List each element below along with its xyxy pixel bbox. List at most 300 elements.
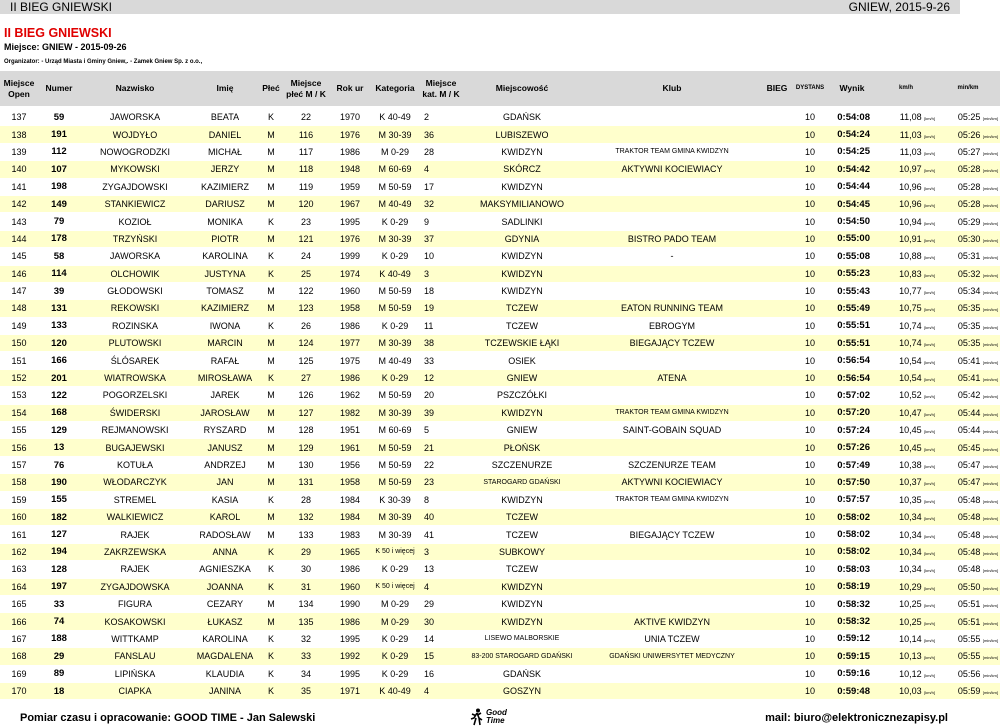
cell-miejsce-plec: 127 xyxy=(282,404,330,421)
cell-rok: 1961 xyxy=(330,439,370,456)
cell-dystans: 10 xyxy=(792,230,828,247)
cell-bieg xyxy=(762,335,792,352)
cell-plec: K xyxy=(260,682,282,699)
cell-numer: 201 xyxy=(38,369,80,386)
cell-wynik: 0:56:54 xyxy=(828,369,876,386)
cell-kmh xyxy=(876,248,936,265)
table-row[interactable] xyxy=(0,630,1000,647)
cell-rok: 1974 xyxy=(330,265,370,282)
table-row[interactable] xyxy=(0,648,1000,665)
cell-nazwisko: WITTKAMP xyxy=(80,630,190,647)
cell-miejsce-kat: 12 xyxy=(420,369,462,386)
cell-klub: GDAŃSKI UNIWERSYTET MEDYCZNY xyxy=(582,648,762,665)
cell-wynik: 0:54:08 xyxy=(828,109,876,126)
pace-value: 05:48 xyxy=(957,564,981,575)
cell-miejsce-plec: 119 xyxy=(282,178,330,195)
speed-unit: [km/h] xyxy=(924,655,935,661)
cell-minkm xyxy=(936,682,1000,699)
cell-miejscowosc: LISEWO MALBORSKIE xyxy=(462,630,582,647)
cell-rok: 1990 xyxy=(330,595,370,612)
cell-minkm xyxy=(936,456,1000,473)
cell-kategoria: K 0-29 xyxy=(370,213,420,230)
cell-open: 145 xyxy=(0,248,38,265)
cell-miejscowosc: LUBISZEWO xyxy=(462,126,582,143)
cell-bieg xyxy=(762,109,792,126)
cell-miejscowosc: TCZEW xyxy=(462,508,582,525)
cell-miejsce-kat: 5 xyxy=(420,422,462,439)
pace-unit: [min/km] xyxy=(982,359,998,365)
cell-minkm xyxy=(936,613,1000,630)
cell-kmh xyxy=(876,387,936,404)
cell-miejsce-kat: 4 xyxy=(420,161,462,178)
cell-kmh xyxy=(876,682,936,699)
cell-wynik: 0:58:32 xyxy=(828,613,876,630)
table-row[interactable] xyxy=(0,474,1000,491)
cell-klub xyxy=(582,213,762,230)
cell-rok: 1983 xyxy=(330,526,370,543)
cell-miejsce-plec: 24 xyxy=(282,248,330,265)
pace-unit: [min/km] xyxy=(982,620,998,626)
pace-unit: [min/km] xyxy=(982,585,998,591)
cell-miejsce-kat: 3 xyxy=(420,265,462,282)
table-row[interactable] xyxy=(0,682,1000,699)
table-row[interactable] xyxy=(0,439,1000,456)
cell-dystans: 10 xyxy=(792,456,828,473)
table-row[interactable] xyxy=(0,526,1000,543)
cell-rok: 1986 xyxy=(330,369,370,386)
table-row[interactable] xyxy=(0,300,1000,317)
table-row[interactable] xyxy=(0,195,1000,212)
cell-open: 169 xyxy=(0,665,38,682)
cell-dystans: 10 xyxy=(792,248,828,265)
cell-rok: 1970 xyxy=(330,109,370,126)
cell-klub: EATON RUNNING TEAM xyxy=(582,300,762,317)
cell-numer: 33 xyxy=(38,595,80,612)
speed-unit: [km/h] xyxy=(924,690,935,696)
cell-klub xyxy=(582,282,762,299)
cell-dystans: 10 xyxy=(792,317,828,334)
col-wynik[interactable]: Wynik xyxy=(828,71,876,107)
cell-kategoria: M 50-59 xyxy=(370,456,420,473)
pace-unit: [min/km] xyxy=(982,290,998,296)
pace-unit: [min/km] xyxy=(982,550,998,556)
cell-klub xyxy=(582,595,762,612)
table-row[interactable] xyxy=(0,126,1000,143)
cell-kmh xyxy=(876,491,936,508)
cell-nazwisko: KOTUŁA xyxy=(80,456,190,473)
cell-miejsce-kat: 36 xyxy=(420,126,462,143)
pace-value: 05:55 xyxy=(957,651,981,662)
cell-klub xyxy=(582,665,762,682)
cell-plec: K xyxy=(260,578,282,595)
cell-wynik: 0:57:02 xyxy=(828,387,876,404)
cell-miejsce-plec: 31 xyxy=(282,578,330,595)
cell-kmh xyxy=(876,143,936,160)
cell-plec: M xyxy=(260,439,282,456)
cell-plec: M xyxy=(260,143,282,160)
table-row[interactable] xyxy=(0,613,1000,630)
col-minkm[interactable]: min/km xyxy=(936,71,1000,107)
cell-miejsce-kat: 22 xyxy=(420,456,462,473)
cell-nazwisko: WŁODARCZYK xyxy=(80,474,190,491)
speed-unit: [km/h] xyxy=(924,533,935,539)
cell-klub: - xyxy=(582,248,762,265)
table-row[interactable] xyxy=(0,387,1000,404)
cell-nazwisko: ŚWIDERSKI xyxy=(80,404,190,421)
pace-value: 05:29 xyxy=(957,216,981,227)
table-row[interactable] xyxy=(0,352,1000,369)
cell-imie: TOMASZ xyxy=(190,282,260,299)
col-rok[interactable]: Rok ur xyxy=(330,71,370,107)
table-row[interactable] xyxy=(0,491,1000,508)
cell-plec: K xyxy=(260,648,282,665)
pace-value: 05:56 xyxy=(957,668,981,679)
cell-klub xyxy=(582,265,762,282)
col-dystans[interactable]: DYSTANS xyxy=(792,71,828,107)
cell-miejsce-plec: 33 xyxy=(282,648,330,665)
cell-imie: JAREK xyxy=(190,387,260,404)
cell-klub xyxy=(582,195,762,212)
cell-bieg xyxy=(762,143,792,160)
speed-unit: [km/h] xyxy=(924,290,935,296)
cell-klub: SAINT-GOBAIN SQUAD xyxy=(582,422,762,439)
cell-open: 160 xyxy=(0,508,38,525)
cell-miejsce-kat: 39 xyxy=(420,404,462,421)
cell-rok: 1962 xyxy=(330,387,370,404)
cell-numer: 18 xyxy=(38,682,80,699)
cell-nazwisko: RAJEK xyxy=(80,561,190,578)
table-row[interactable] xyxy=(0,317,1000,334)
cell-bieg xyxy=(762,404,792,421)
speed-unit: [km/h] xyxy=(924,429,935,435)
cell-kategoria: M 50-59 xyxy=(370,439,420,456)
cell-klub: TRAKTOR TEAM GMINA KWIDZYN xyxy=(582,404,762,421)
cell-kmh xyxy=(876,508,936,525)
cell-miejsce-plec: 29 xyxy=(282,543,330,560)
table-row[interactable] xyxy=(0,335,1000,352)
cell-plec: M xyxy=(260,161,282,178)
cell-dystans: 10 xyxy=(792,300,828,317)
speed-value: 10,77 xyxy=(899,286,922,297)
cell-wynik: 0:58:02 xyxy=(828,526,876,543)
pace-value: 05:27 xyxy=(957,146,981,157)
speed-value: 10,25 xyxy=(899,599,922,610)
table-row[interactable] xyxy=(0,109,1000,126)
table-row[interactable] xyxy=(0,230,1000,247)
cell-minkm xyxy=(936,578,1000,595)
cell-rok: 1976 xyxy=(330,230,370,247)
cell-miejsce-plec: 25 xyxy=(282,265,330,282)
cell-dystans: 10 xyxy=(792,213,828,230)
cell-nazwisko: MYKOWSKI xyxy=(80,161,190,178)
cell-plec: M xyxy=(260,387,282,404)
cell-rok: 1956 xyxy=(330,456,370,473)
cell-miejscowosc: KWIDZYN xyxy=(462,248,582,265)
cell-nazwisko: LIPIŃSKA xyxy=(80,665,190,682)
cell-wynik: 0:58:02 xyxy=(828,508,876,525)
cell-dystans: 10 xyxy=(792,630,828,647)
table-row[interactable] xyxy=(0,178,1000,195)
table-header xyxy=(0,71,1000,107)
cell-kategoria: M 60-69 xyxy=(370,161,420,178)
cell-imie: MONIKA xyxy=(190,213,260,230)
pace-unit: [min/km] xyxy=(982,481,998,487)
cell-kategoria: M 0-29 xyxy=(370,613,420,630)
cell-miejsce-kat: 8 xyxy=(420,491,462,508)
cell-plec: K xyxy=(260,317,282,334)
cell-dystans: 10 xyxy=(792,178,828,195)
col-nazwisko[interactable]: Nazwisko xyxy=(80,71,190,107)
speed-value: 10,35 xyxy=(899,494,922,505)
cell-imie: JANINA xyxy=(190,682,260,699)
cell-numer: 191 xyxy=(38,126,80,143)
speed-value: 10,47 xyxy=(899,407,922,418)
table-row[interactable] xyxy=(0,143,1000,160)
cell-miejsce-kat: 17 xyxy=(420,178,462,195)
cell-nazwisko: BUGAJEWSKI xyxy=(80,439,190,456)
cell-numer: 122 xyxy=(38,387,80,404)
cell-wynik: 0:55:49 xyxy=(828,300,876,317)
cell-minkm xyxy=(936,178,1000,195)
cell-miejscowosc: TCZEW xyxy=(462,300,582,317)
cell-dystans: 10 xyxy=(792,422,828,439)
cell-rok: 1986 xyxy=(330,613,370,630)
table-row[interactable] xyxy=(0,282,1000,299)
cell-dystans: 10 xyxy=(792,613,828,630)
speed-value: 10,97 xyxy=(899,164,922,175)
cell-open: 166 xyxy=(0,613,38,630)
cell-numer: 39 xyxy=(38,282,80,299)
pace-value: 05:50 xyxy=(957,581,981,592)
cell-dystans: 10 xyxy=(792,161,828,178)
cell-imie: ŁUKASZ xyxy=(190,613,260,630)
cell-kategoria: M 60-69 xyxy=(370,422,420,439)
cell-rok: 1984 xyxy=(330,491,370,508)
cell-kategoria: M 30-39 xyxy=(370,508,420,525)
cell-open: 154 xyxy=(0,404,38,421)
cell-klub xyxy=(582,682,762,699)
speed-value: 10,12 xyxy=(899,668,922,679)
cell-wynik: 0:54:44 xyxy=(828,178,876,195)
col-miejsce-plec[interactable]: Miejsce płeć M / K xyxy=(282,71,330,107)
cell-numer: 74 xyxy=(38,613,80,630)
cell-open: 147 xyxy=(0,282,38,299)
cell-miejscowosc: SKÓRCZ xyxy=(462,161,582,178)
col-miejsce-kat[interactable]: Miejsce kat. M / K xyxy=(420,71,462,107)
speed-unit: [km/h] xyxy=(924,637,935,643)
col-imie[interactable]: Imię xyxy=(190,71,260,107)
cell-minkm xyxy=(936,230,1000,247)
cell-kategoria: M 40-49 xyxy=(370,195,420,212)
cell-plec: M xyxy=(260,456,282,473)
cell-wynik: 0:58:03 xyxy=(828,561,876,578)
cell-miejscowosc: 83-200 STAROGARD GDAŃSKI xyxy=(462,648,582,665)
table-row[interactable] xyxy=(0,578,1000,595)
page-title: II BIEG GNIEWSKI xyxy=(4,26,112,40)
cell-miejscowosc: SUBKOWY xyxy=(462,543,582,560)
col-miejscowosc[interactable]: Miejscowość xyxy=(462,71,582,107)
col-kmh[interactable]: km/h xyxy=(876,71,936,107)
cell-minkm xyxy=(936,195,1000,212)
cell-minkm xyxy=(936,561,1000,578)
col-plec[interactable]: Płeć xyxy=(260,71,282,107)
cell-klub: AKTIVE KWIDZYN xyxy=(582,613,762,630)
cell-open: 155 xyxy=(0,422,38,439)
cell-imie: AGNIESZKA xyxy=(190,561,260,578)
cell-minkm xyxy=(936,491,1000,508)
speed-unit: [km/h] xyxy=(924,516,935,522)
cell-miejsce-kat: 21 xyxy=(420,439,462,456)
col-kategoria[interactable]: Kategoria xyxy=(370,71,420,107)
pace-value: 05:30 xyxy=(957,233,981,244)
pace-value: 05:45 xyxy=(957,442,981,453)
speed-value: 10,96 xyxy=(899,181,922,192)
cell-kategoria: M 50-59 xyxy=(370,387,420,404)
pace-value: 05:35 xyxy=(957,320,981,331)
pace-unit: [min/km] xyxy=(982,464,998,469)
cell-open: 140 xyxy=(0,161,38,178)
pace-value: 05:35 xyxy=(957,303,981,314)
cell-imie: MAGDALENA xyxy=(190,648,260,665)
col-klub[interactable]: Klub xyxy=(582,71,762,107)
cell-nazwisko: KOZIOŁ xyxy=(80,213,190,230)
cell-imie: JOANNA xyxy=(190,578,260,595)
cell-dystans: 10 xyxy=(792,578,828,595)
cell-miejsce-plec: 26 xyxy=(282,317,330,334)
pace-value: 05:44 xyxy=(957,425,981,436)
cell-miejsce-kat: 16 xyxy=(420,665,462,682)
cell-rok: 1992 xyxy=(330,648,370,665)
cell-miejsce-plec: 125 xyxy=(282,352,330,369)
cell-kmh xyxy=(876,317,936,334)
cell-rok: 1959 xyxy=(330,178,370,195)
cell-bieg xyxy=(762,491,792,508)
col-open[interactable]: Miejsce Open xyxy=(0,71,38,107)
cell-minkm xyxy=(936,526,1000,543)
table-row[interactable] xyxy=(0,248,1000,265)
cell-miejsce-kat: 4 xyxy=(420,682,462,699)
cell-minkm xyxy=(936,595,1000,612)
footer-credit: Pomiar czasu i opracowanie: GOOD TIME - Jan Salewski xyxy=(20,712,316,724)
speed-value: 10,34 xyxy=(899,512,922,523)
table-row[interactable] xyxy=(0,665,1000,682)
cell-kmh xyxy=(876,369,936,386)
cell-klub xyxy=(582,387,762,404)
pace-value: 05:48 xyxy=(957,512,981,523)
cell-bieg xyxy=(762,195,792,212)
pace-value: 05:34 xyxy=(957,286,981,297)
cell-imie: JUSTYNA xyxy=(190,265,260,282)
cell-kmh xyxy=(876,265,936,282)
table-row[interactable] xyxy=(0,543,1000,560)
pace-value: 05:48 xyxy=(957,546,981,557)
cell-klub: SZCZENURZE TEAM xyxy=(582,456,762,473)
cell-imie: KAROL xyxy=(190,508,260,525)
cell-open: 144 xyxy=(0,230,38,247)
cell-kategoria: M 30-39 xyxy=(370,404,420,421)
table-row[interactable] xyxy=(0,595,1000,612)
cell-numer: 197 xyxy=(38,578,80,595)
cell-numer: 29 xyxy=(38,648,80,665)
cell-rok: 1995 xyxy=(330,665,370,682)
pace-unit: [min/km] xyxy=(982,672,998,678)
cell-miejsce-kat: 23 xyxy=(420,474,462,491)
speed-unit: [km/h] xyxy=(924,585,935,591)
cell-bieg xyxy=(762,369,792,386)
cell-plec: M xyxy=(260,595,282,612)
cell-nazwisko: ZYGAJDOWSKI xyxy=(80,178,190,195)
cell-imie: KLAUDIA xyxy=(190,665,260,682)
cell-minkm xyxy=(936,161,1000,178)
cell-miejscowosc: STAROGARD GDAŃSKI xyxy=(462,474,582,491)
speed-unit: [km/h] xyxy=(924,255,935,261)
pace-unit: [min/km] xyxy=(982,307,998,313)
cell-rok: 1960 xyxy=(330,578,370,595)
cell-nazwisko: WIATROWSKA xyxy=(80,369,190,386)
cell-wynik: 0:59:48 xyxy=(828,682,876,699)
col-bieg[interactable]: BIEG xyxy=(762,71,792,107)
cell-kmh xyxy=(876,126,936,143)
cell-imie: BEATA xyxy=(190,109,260,126)
cell-kmh xyxy=(876,613,936,630)
cell-numer: 89 xyxy=(38,665,80,682)
table-row[interactable] xyxy=(0,213,1000,230)
table-row[interactable] xyxy=(0,456,1000,473)
cell-numer: 13 xyxy=(38,439,80,456)
cell-kategoria: K 0-29 xyxy=(370,630,420,647)
cell-bieg xyxy=(762,265,792,282)
table-row[interactable] xyxy=(0,404,1000,421)
cell-miejsce-plec: 34 xyxy=(282,665,330,682)
table-row[interactable] xyxy=(0,422,1000,439)
cell-imie: PIOTR xyxy=(190,230,260,247)
col-numer[interactable]: Numer xyxy=(38,71,80,107)
cell-kategoria: K 0-29 xyxy=(370,369,420,386)
cell-nazwisko: REKOWSKI xyxy=(80,300,190,317)
pace-value: 05:51 xyxy=(957,616,981,627)
cell-kmh xyxy=(876,109,936,126)
table-row[interactable] xyxy=(0,508,1000,525)
pace-value: 05:44 xyxy=(957,407,981,418)
pace-value: 05:55 xyxy=(957,633,981,644)
table-row[interactable] xyxy=(0,161,1000,178)
cell-numer: 58 xyxy=(38,248,80,265)
speed-value: 10,88 xyxy=(899,251,922,262)
cell-numer: 131 xyxy=(38,300,80,317)
table-row[interactable] xyxy=(0,561,1000,578)
cell-minkm xyxy=(936,143,1000,160)
cell-kmh xyxy=(876,335,936,352)
table-row[interactable] xyxy=(0,265,1000,282)
speed-value: 10,96 xyxy=(899,199,922,210)
event-location: Miejsce: GNIEW - 2015-09-26 xyxy=(4,42,127,52)
cell-bieg xyxy=(762,126,792,143)
cell-miejscowosc: PŁOŃSK xyxy=(462,439,582,456)
cell-bieg xyxy=(762,682,792,699)
speed-unit: [km/h] xyxy=(924,324,935,330)
cell-miejscowosc: KWIDZYN xyxy=(462,404,582,421)
pace-unit: [min/km] xyxy=(982,324,998,330)
cell-numer: 59 xyxy=(38,109,80,126)
cell-miejsce-kat: 38 xyxy=(420,335,462,352)
speed-value: 10,54 xyxy=(899,355,922,366)
cell-miejscowosc: MAKSYMILIANOWO xyxy=(462,195,582,212)
cell-wynik: 0:54:50 xyxy=(828,213,876,230)
cell-bieg xyxy=(762,161,792,178)
cell-miejsce-kat: 11 xyxy=(420,317,462,334)
table-row[interactable] xyxy=(0,369,1000,386)
cell-nazwisko: PLUTOWSKI xyxy=(80,335,190,352)
